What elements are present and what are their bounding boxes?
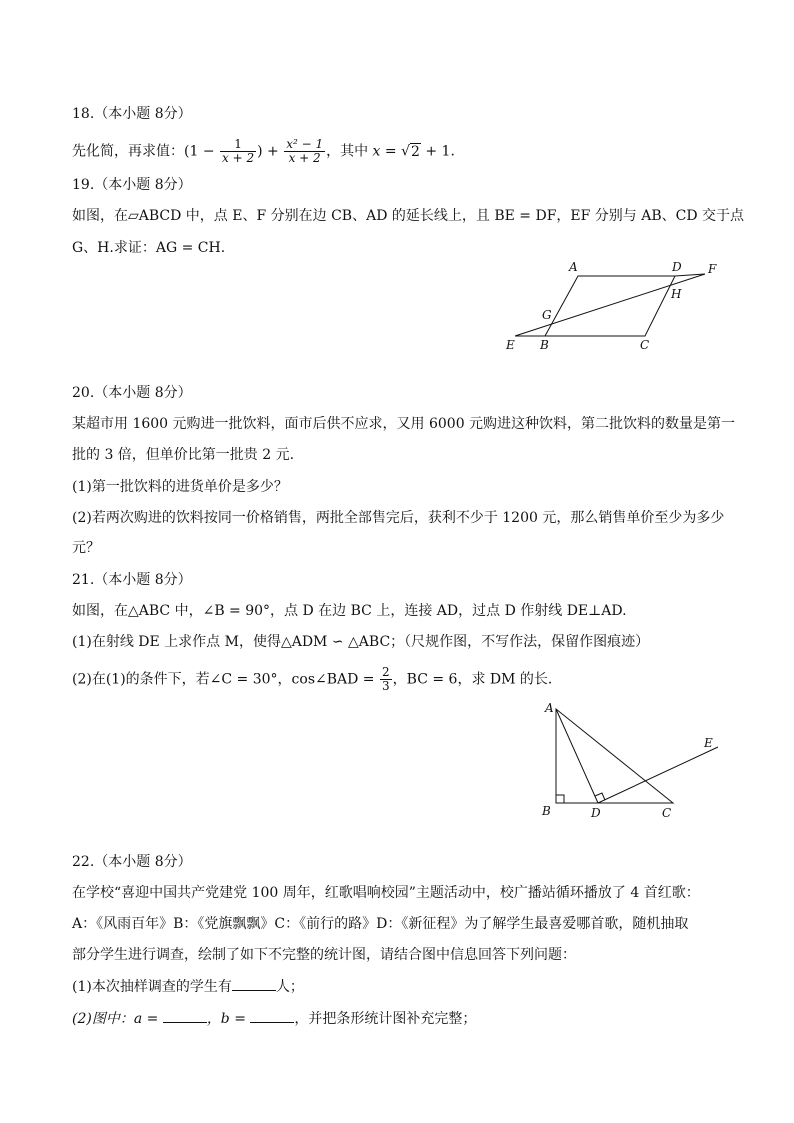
label-d: D <box>672 260 682 274</box>
q22-part2-b: ，b = <box>206 1011 251 1027</box>
q20-part2a: (2)若两次购进的饮料按同一价格销售，两批全部售完后，获利不少于 1200 元，那么销售单价至少为多少 <box>72 510 725 526</box>
q21-cos-numerator: 2 <box>382 665 390 679</box>
label-f: F <box>708 262 717 276</box>
label-b: B <box>540 338 549 352</box>
label-a: A <box>545 701 554 715</box>
answer-blank-b <box>250 1008 294 1023</box>
q21-line1: 如图，在△ABC 中，∠B = 90°，点 D 在边 BC 上，连接 AD，过点 D 作射线 DE⊥AD. <box>72 603 627 619</box>
q22-line1: 在学校“喜迎中国共产党建党 100 周年，红歌唱响校园”主题活动中，校广播站循环播放了 4 首红歌： <box>72 885 700 901</box>
label-c: C <box>640 338 650 352</box>
triangle-abc <box>556 709 673 803</box>
q22-part1-post: 人； <box>275 979 304 995</box>
q21-cos-denominator: 3 <box>382 679 390 693</box>
right-angle-mark-b <box>556 795 564 803</box>
q20-part1: (1)第一批饮料的进货单价是多少？ <box>72 479 288 495</box>
triangle-figure <box>536 697 726 827</box>
q18-frac1-denominator: x + 2 <box>222 151 255 165</box>
label-c: C <box>662 806 672 820</box>
q18-expr-open: (1 − <box>184 143 219 160</box>
q22-part2-a: (2)图中：a = <box>72 1011 163 1027</box>
q18-prefix: 先化简，再求值： <box>72 143 184 160</box>
label-b: B <box>542 804 551 818</box>
q18-body: 先化简，再求值：(1 − $\frac{1}{x + 2}$ ) + $\frac{\text{x² − 1}}{x + 2}$ ，其中 x = √2 + 1. <box>72 137 455 165</box>
q18-frac2-denominator: x + 2 <box>288 151 321 165</box>
q18-header: 18.（本小题 8分） <box>72 106 192 122</box>
q21-part1: (1)在射线 DE 上求作点 M，使得△ADM ∽ △ABC；（尺规作图，不写作法，保留作图痕迹） <box>72 634 650 650</box>
ray-de <box>598 747 718 803</box>
q22-part1 <box>72 976 304 997</box>
q18-cond-sqrt: 2 <box>411 143 420 160</box>
segment-ad <box>556 709 598 803</box>
q22-line3: 部分学生进行调查，绘制了如下不完整的统计图，请结合图中信息回答下列问题： <box>72 947 576 963</box>
q19-header: 19.（本小题 8分） <box>72 177 192 193</box>
q18-frac2-numerator: x² − 1 <box>286 137 324 151</box>
q20-line2: 批的 3 倍，但单价比第一批贵 2 元. <box>72 447 295 463</box>
q22-part1-pre: (1)本次抽样调查的学生有 <box>72 979 232 995</box>
segment-ef <box>515 274 705 336</box>
label-e: E <box>704 736 713 750</box>
answer-blank-a <box>163 1008 207 1023</box>
q18-cond-b: + 1. <box>420 143 455 160</box>
q21-part2 <box>72 666 552 693</box>
q18-fraction-1 <box>220 138 256 165</box>
q22-line2: A：《风雨百年》B：《党旗飘飘》C：《前行的路》D：《新征程》为了解学生最喜爱哪首歌，随机抽取 <box>72 916 689 932</box>
q18-cond-a: x = <box>372 143 402 160</box>
q21-header: 21.（本小题 8分） <box>72 572 192 588</box>
label-g: G <box>542 308 552 322</box>
q20-part2b: 元？ <box>72 540 100 556</box>
q18-fraction-2 <box>284 138 325 165</box>
q18-frac1-numerator: 1 <box>220 138 256 152</box>
parallelogram-abcd <box>545 276 675 336</box>
parallelogram-figure <box>500 256 730 356</box>
label-e: E <box>506 338 515 352</box>
q22-part2 <box>72 1008 476 1029</box>
q21-cos-fraction <box>380 666 392 693</box>
label-d: D <box>591 806 601 820</box>
answer-blank-students <box>232 976 276 991</box>
label-h: H <box>671 287 682 301</box>
label-a: A <box>569 260 578 274</box>
q21-part2-post: ，BC = 6，求 DM 的长. <box>392 671 553 688</box>
q20-header: 20.（本小题 8分） <box>72 385 192 401</box>
q22-part2-post: ，并把条形统计图补充完整； <box>294 1011 477 1027</box>
q22-header: 22.（本小题 8分） <box>72 854 192 870</box>
q18-expr-mid: ) + <box>257 143 284 160</box>
q19-line2: G、H.求证：AG = CH. <box>72 240 226 256</box>
q19-line1: 如图，在▱ABCD 中，点 E、F 分别在边 CB、AD 的延长线上，且 BE = DF，EF 分别与 AB、CD 交于点 <box>72 208 745 224</box>
q20-line1: 某超市用 1600 元购进一批饮料，面市后供不应求，又用 6000 元购进这种饮料，第二批饮料的数量是第一 <box>72 416 736 432</box>
q21-part2-pre: (2)在(1)的条件下，若∠C = 30°，cos∠BAD = <box>72 671 379 688</box>
q18-suffix: ，其中 <box>326 143 373 160</box>
